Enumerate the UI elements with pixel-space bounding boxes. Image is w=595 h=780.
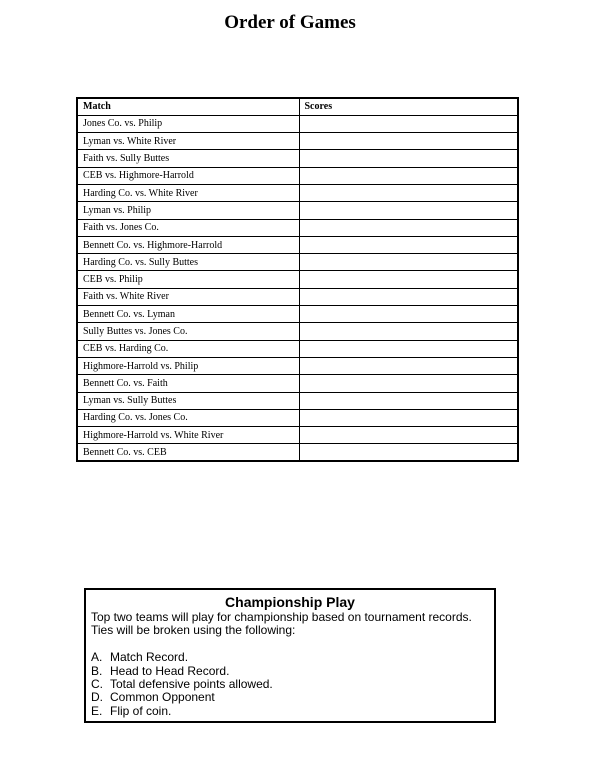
- table-row: [77, 150, 518, 167]
- spacer: [91, 638, 489, 651]
- championship-title: Championship Play: [225, 594, 355, 610]
- table-row: [77, 254, 518, 271]
- table-row: [77, 357, 518, 374]
- table-row: [77, 115, 518, 132]
- table-row: [77, 167, 518, 184]
- order-of-games-table: [76, 97, 519, 462]
- score-cell[interactable]: [299, 427, 518, 444]
- scores-column-header: Scores: [299, 98, 518, 115]
- championship-description: Top two teams will play for championship based on tournament records.: [91, 610, 472, 624]
- match-cell: Jones Co. vs. Philip: [77, 115, 299, 132]
- score-cell[interactable]: [299, 444, 518, 461]
- match-cell: Bennett Co. vs. CEB: [77, 444, 299, 461]
- match-cell: Faith vs. Jones Co.: [77, 219, 299, 236]
- score-cell[interactable]: [299, 375, 518, 392]
- tiebreaker-letter: B.: [91, 663, 103, 678]
- tiebreaker-letter: A.: [91, 650, 103, 665]
- score-cell[interactable]: [299, 133, 518, 150]
- tiebreaker-text: Common Opponent: [110, 690, 215, 705]
- score-cell[interactable]: [299, 409, 518, 426]
- tiebreaker-text: Head to Head Record.: [110, 663, 230, 678]
- score-cell[interactable]: [299, 202, 518, 219]
- tiebreaker-item: [91, 651, 489, 664]
- championship-play-box: [84, 588, 496, 723]
- score-cell[interactable]: [299, 306, 518, 323]
- match-cell: Bennett Co. vs. Highmore-Harrold: [77, 236, 299, 253]
- match-cell: Highmore-Harrold vs. White River: [77, 427, 299, 444]
- table-row: [77, 392, 518, 409]
- tiebreaker-letter: C.: [91, 677, 103, 692]
- tiebreaker-item: [91, 678, 489, 691]
- table-row: [77, 133, 518, 150]
- match-cell: Harding Co. vs. Jones Co.: [77, 409, 299, 426]
- tiebreaker-text: Total defensive points allowed.: [110, 677, 273, 692]
- match-column-header: Match: [77, 98, 299, 115]
- score-cell[interactable]: [299, 115, 518, 132]
- score-cell[interactable]: [299, 167, 518, 184]
- match-cell: CEB vs. Philip: [77, 271, 299, 288]
- match-cell: Harding Co. vs. White River: [77, 184, 299, 201]
- match-cell: Sully Buttes vs. Jones Co.: [77, 323, 299, 340]
- match-cell: Lyman vs. Philip: [77, 202, 299, 219]
- table-row: [77, 340, 518, 357]
- tiebreaker-letter: E.: [91, 703, 103, 718]
- score-cell[interactable]: [299, 357, 518, 374]
- match-cell: Bennett Co. vs. Faith: [77, 375, 299, 392]
- tiebreaker-letter: D.: [91, 690, 103, 705]
- score-cell[interactable]: [299, 219, 518, 236]
- table-row: [77, 288, 518, 305]
- tiebreaker-text: Flip of coin.: [110, 703, 172, 718]
- table-row: [77, 427, 518, 444]
- page-title: Order of Games: [224, 12, 356, 33]
- score-cell[interactable]: [299, 184, 518, 201]
- table-row: [77, 184, 518, 201]
- table-row: [77, 323, 518, 340]
- score-cell[interactable]: [299, 271, 518, 288]
- match-cell: Lyman vs. Sully Buttes: [77, 392, 299, 409]
- score-cell[interactable]: [299, 340, 518, 357]
- match-cell: CEB vs. Harding Co.: [77, 340, 299, 357]
- tiebreaker-item: [91, 705, 489, 718]
- score-cell[interactable]: [299, 150, 518, 167]
- table-row: [77, 236, 518, 253]
- table-row: [77, 271, 518, 288]
- table-row: [77, 306, 518, 323]
- score-cell[interactable]: [299, 323, 518, 340]
- tiebreaker-intro: Ties will be broken using the following:: [91, 623, 296, 638]
- table-row: [77, 375, 518, 392]
- score-cell[interactable]: [299, 288, 518, 305]
- score-cell[interactable]: [299, 236, 518, 253]
- score-cell[interactable]: [299, 254, 518, 271]
- match-cell: Lyman vs. White River: [77, 133, 299, 150]
- table-row: [77, 444, 518, 461]
- table-row: [77, 409, 518, 426]
- table-row: [77, 219, 518, 236]
- match-cell: Faith vs. White River: [77, 288, 299, 305]
- table-row: [77, 202, 518, 219]
- tiebreaker-item: [91, 665, 489, 678]
- match-cell: Harding Co. vs. Sully Buttes: [77, 254, 299, 271]
- match-cell: Highmore-Harrold vs. Philip: [77, 357, 299, 374]
- match-cell: Bennett Co. vs. Lyman: [77, 306, 299, 323]
- match-cell: CEB vs. Highmore-Harrold: [77, 167, 299, 184]
- tiebreaker-item: [91, 691, 489, 704]
- table-header-row: [77, 98, 518, 115]
- score-cell[interactable]: [299, 392, 518, 409]
- tiebreaker-text: Match Record.: [110, 650, 189, 665]
- match-cell: Faith vs. Sully Buttes: [77, 150, 299, 167]
